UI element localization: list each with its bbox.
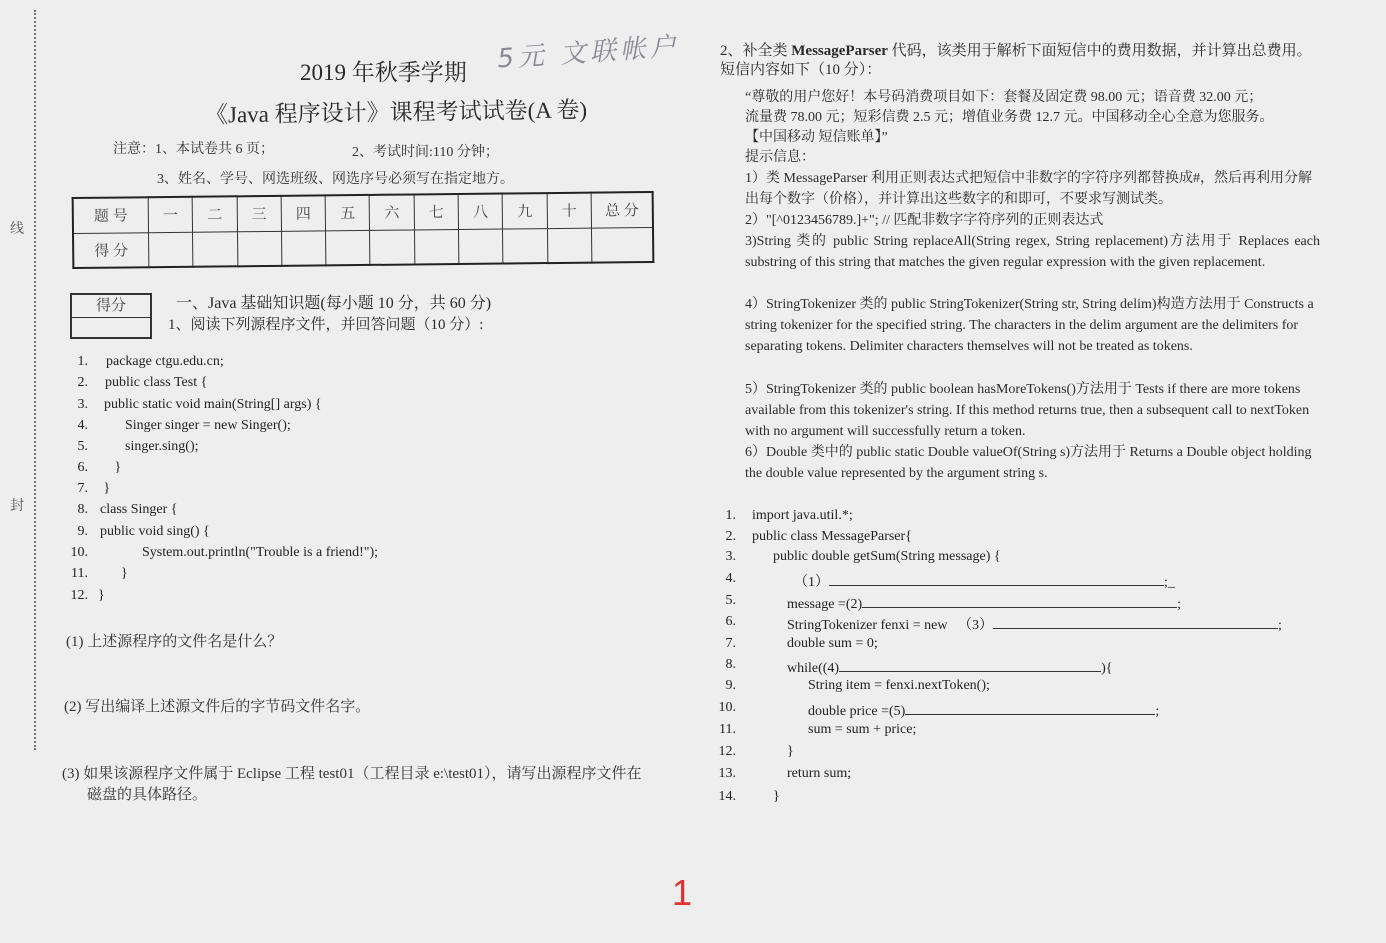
margin-mark-line: 线 xyxy=(10,222,24,237)
code-text: } xyxy=(100,566,128,581)
hint-label: 提示信息： xyxy=(745,150,815,165)
code-text: class Singer { xyxy=(100,502,178,517)
score-col-5: 五 xyxy=(325,195,370,230)
code-text: Singer singer = new Singer(); xyxy=(104,418,291,433)
code-text: } xyxy=(100,481,111,496)
code-text: } xyxy=(752,789,780,804)
margin-mark-seal: 封 xyxy=(10,499,24,514)
section-heading: 一、Java 基础知识题(每小题 10 分，共 60 分) xyxy=(176,295,492,312)
sub-question-1: (1) 上述源程序的文件名是什么？ xyxy=(66,634,283,650)
line-number: 11. xyxy=(71,566,88,581)
line-number: 7. xyxy=(77,481,88,496)
question-1-heading: 1、阅读下列源程序文件，并回答问题（10 分）: xyxy=(168,317,484,333)
sub-question-3: (3) 如果该源程序文件属于 Eclipse 工程 test01（工程目录 e:\test01），请写出源程序文件在 xyxy=(62,766,642,782)
score-cell xyxy=(503,228,548,263)
code-end: ; xyxy=(1155,704,1160,719)
line-number: 2. xyxy=(77,375,88,390)
score-col-4: 四 xyxy=(281,195,326,230)
score-col-10: 十 xyxy=(547,193,592,228)
page-number: 1 xyxy=(672,872,693,913)
score-cell xyxy=(193,231,238,266)
line-number: 3. xyxy=(77,397,88,412)
code-end: ;_ xyxy=(1164,575,1175,590)
score-col-3: 三 xyxy=(237,196,282,231)
code-text: System.out.println("Trouble is a friend!"); xyxy=(100,545,379,560)
line-number: 9. xyxy=(77,524,88,539)
code-text-part: StringTokenizer fenxi = new （3） xyxy=(752,618,993,633)
sms-line-1: “尊敬的用户您好！本号码消费项目如下：套餐及固定费 98.00 元；语音费 32.00 元； xyxy=(745,90,1263,105)
note-time: 2、考试时间:110 分钟； xyxy=(352,145,499,160)
binding-dotted-line xyxy=(34,10,36,750)
answer-blank-1[interactable] xyxy=(829,571,1164,586)
score-table-row-label: 题 号 xyxy=(73,197,149,233)
score-cell xyxy=(414,229,459,264)
score-table-row-label: 得 分 xyxy=(73,232,149,268)
code-text: } xyxy=(98,588,105,603)
code-text xyxy=(752,593,1181,613)
line-number: 4. xyxy=(77,418,88,433)
code-text: singer.sing(); xyxy=(104,439,199,454)
line-number: 11. xyxy=(719,722,736,737)
line-number: 10. xyxy=(718,700,736,715)
score-col-total: 总 分 xyxy=(591,192,653,228)
line-number: 12. xyxy=(70,588,88,603)
code-text: public static void main(String[] args) { xyxy=(104,397,322,412)
score-table xyxy=(72,191,655,269)
code-text xyxy=(752,657,1112,677)
code-text: sum = sum + price; xyxy=(752,722,917,737)
score-col-7: 七 xyxy=(414,194,459,229)
exam-title: 2019 年秋季学期 xyxy=(300,60,467,85)
code-text: } xyxy=(752,744,794,759)
score-cell xyxy=(281,230,326,265)
score-cell xyxy=(326,230,371,265)
code-text xyxy=(752,571,1175,591)
line-number: 7. xyxy=(725,636,736,651)
answer-blank-4[interactable] xyxy=(839,657,1101,672)
score-cell xyxy=(547,228,592,263)
score-col-6: 六 xyxy=(370,194,415,229)
line-number: 2. xyxy=(725,529,736,544)
line-number: 12. xyxy=(718,744,736,759)
hint-3: 3)String 类的 public String replaceAll(String regex, String replacement)方法用于 Replaces each substring of this string that matches the given regular expression with the given replacement. xyxy=(745,234,1320,270)
code-text: import java.util.*; xyxy=(752,508,853,523)
code-text: String item = fenxi.nextToken(); xyxy=(752,678,990,693)
score-cell xyxy=(370,229,415,264)
line-number: 3. xyxy=(725,549,736,564)
line-number: 6. xyxy=(725,614,736,629)
line-number: 5. xyxy=(725,593,736,608)
sub-question-3-cont: 磁盘的具体路径。 xyxy=(87,787,208,803)
sub-question-2: (2) 写出编译上述源文件后的字节码文件名字。 xyxy=(64,699,371,715)
code-text: public double getSum(String message) { xyxy=(752,549,1001,564)
score-col-2: 二 xyxy=(192,196,237,231)
question-2-heading xyxy=(720,42,1320,80)
q2-heading-suffix: 代码，该类用于解析下面短信中的费用数据，并计算出总费用。短信内容如下（10 分）： xyxy=(720,43,1312,78)
line-number: 8. xyxy=(77,502,88,517)
score-table-score-row xyxy=(73,227,653,268)
code-text: double sum = 0; xyxy=(752,636,878,651)
hint-5: 5）StringTokenizer 类的 public boolean hasMoreTokens()方法用于 Tests if there are more tokens available from this tokenizer's string. If this method returns true, then a subsequent call to nextToken with no argument will successfully return a token. xyxy=(745,382,1310,439)
answer-blank-3[interactable] xyxy=(993,614,1278,629)
line-number: 5. xyxy=(77,439,88,454)
code-text-part: double price =(5) xyxy=(752,704,906,719)
answer-blank-5[interactable] xyxy=(905,700,1155,715)
hint-2: 2）"[^0123456789.]+"; // 匹配非数字字符序列的正则表达式 xyxy=(745,213,1104,228)
score-cell xyxy=(237,231,282,266)
code-text-part: （1） xyxy=(752,575,829,590)
score-cell xyxy=(591,227,653,263)
score-cell xyxy=(459,229,504,264)
score-col-8: 八 xyxy=(458,194,503,229)
code-end: ; xyxy=(1177,597,1182,612)
line-number: 14. xyxy=(718,789,736,804)
handwritten-note: 5元 文联帐户 xyxy=(496,31,681,75)
code-text-part: message =(2) xyxy=(752,597,863,612)
q2-heading-class: MessageParser xyxy=(791,43,888,59)
code-end: ; xyxy=(1277,618,1282,633)
hint-6: 6）Double 类中的 public static Double valueOf(String s)方法用于 Returns a Double object holding the double value represented by the argument string s. xyxy=(745,445,1312,481)
line-number: 9. xyxy=(725,678,736,693)
sms-line-3: 【中国移动 短信账单】” xyxy=(745,130,888,145)
code-text: return sum; xyxy=(752,766,852,781)
note-fill-info: 3、姓名、学号、网选班级、网选序号必须写在指定地方。 xyxy=(157,172,514,187)
q2-heading-prefix: 2、补全类 xyxy=(720,43,792,59)
hint-1: 1）类 MessageParser 利用正则表达式把短信中非数字的字符序列都替换成#，然后再利用分解出每个数字（价格），并计算出这些数字的和即可，不要求写测试类。 xyxy=(745,171,1312,207)
line-number: 13. xyxy=(718,766,736,781)
line-number: 1. xyxy=(77,354,88,369)
sms-line-2: 流量费 78.00 元；短彩信费 2.5 元；增值业务费 12.7 元。中国移动全心全意为您服务。 xyxy=(745,110,1274,125)
line-number: 8. xyxy=(725,657,736,672)
code-text: public class MessageParser{ xyxy=(752,529,912,544)
score-col-1: 一 xyxy=(148,197,193,232)
section-score-box xyxy=(70,293,152,339)
score-col-9: 九 xyxy=(503,193,548,228)
line-number: 1. xyxy=(725,508,736,523)
section-score-label: 得分 xyxy=(72,295,150,318)
code-text xyxy=(752,614,1282,634)
exam-subtitle: 《Java 程序设计》课程考试试卷(A 卷) xyxy=(204,97,588,128)
line-number: 4. xyxy=(725,571,736,586)
score-cell xyxy=(149,232,194,267)
line-number: 10. xyxy=(70,545,88,560)
code-text: } xyxy=(104,460,122,475)
code-text-part: while((4) xyxy=(752,661,840,676)
code-text: public void sing() { xyxy=(100,524,210,539)
code-text: public class Test { xyxy=(105,375,208,390)
note-pages: 注意：1、本试卷共 6 页； xyxy=(113,142,274,157)
code-end: ){ xyxy=(1101,661,1113,676)
hint-4: 4）StringTokenizer 类的 public StringTokenizer(String str, String delim)构造方法用于 Constructs a string tokenizer for the specified string. The characters in the delim argument are the delimiters for separating tokens. Delimiter characters themselves will not be treated as tokens. xyxy=(745,297,1314,354)
answer-blank-2[interactable] xyxy=(862,593,1177,608)
code-text xyxy=(752,700,1159,720)
code-text: package ctgu.edu.cn; xyxy=(106,354,224,369)
line-number: 6. xyxy=(77,460,88,475)
